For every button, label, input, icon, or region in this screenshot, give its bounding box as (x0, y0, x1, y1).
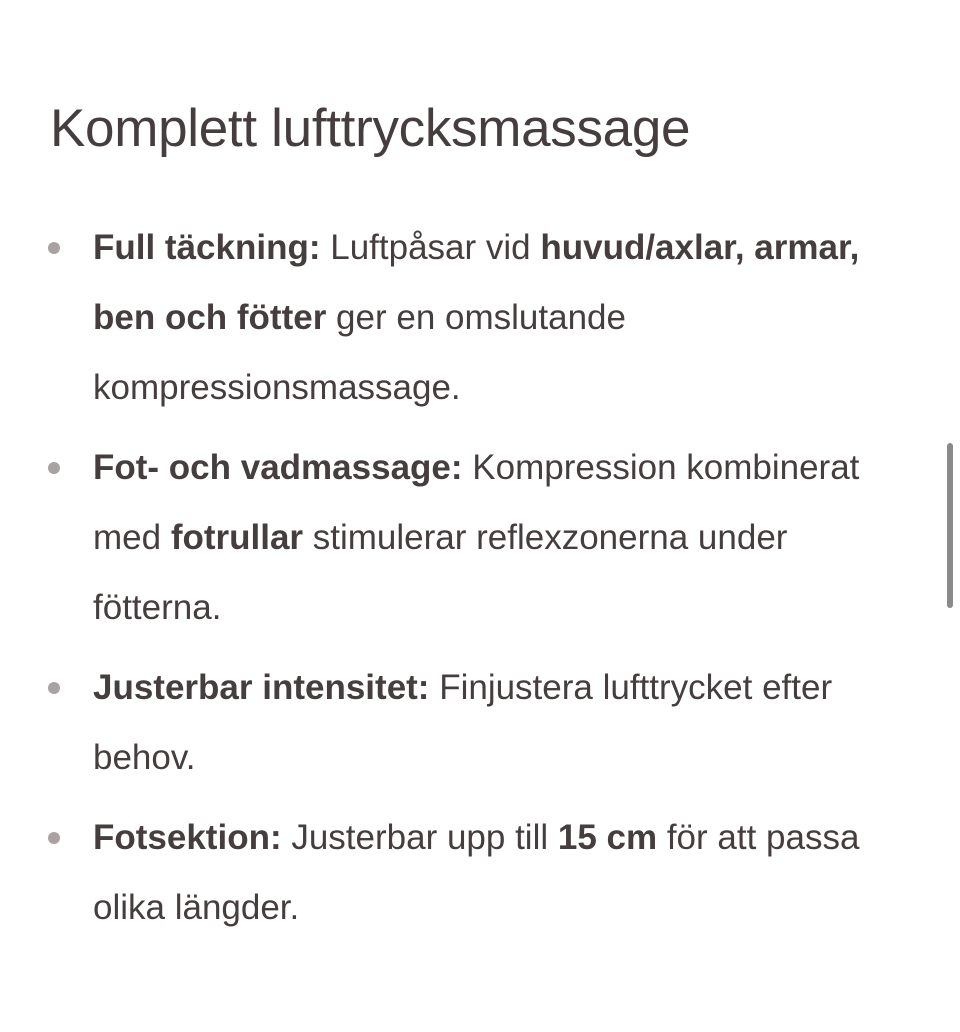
list-item (48, 803, 920, 943)
feature-list (48, 213, 920, 943)
text-line: Fot- och vadmassage: Kompression kombinerat (93, 448, 860, 487)
bullet-icon (48, 242, 60, 254)
text-line: Justerbar intensitet: Finjustera lufttrycket efter (93, 668, 833, 707)
text-line: ben och fötter ger en omslutande (93, 298, 626, 337)
text-line: Fotsektion: Justerbar upp till 15 cm för att passa (93, 818, 860, 857)
list-item (48, 433, 920, 643)
text-line: kompressionsmassage. (93, 368, 461, 407)
scrollbar-thumb[interactable] (947, 443, 953, 608)
text-line: Full täckning: Luftpåsar vid huvud/axlar, armar, (93, 228, 860, 267)
bullet-icon (48, 462, 60, 474)
bullet-icon (48, 832, 60, 844)
list-item (48, 213, 920, 423)
section-title: Komplett lufttrycksmassage (50, 99, 691, 158)
list-item (48, 653, 920, 793)
text-line: med fotrullar stimulerar reflexzonerna under (93, 518, 788, 557)
text-line: behov. (93, 738, 196, 777)
text-line: olika längder. (93, 888, 300, 927)
product-description-section (0, 101, 960, 943)
bullet-icon (48, 682, 60, 694)
text-line: fötterna. (93, 588, 222, 627)
